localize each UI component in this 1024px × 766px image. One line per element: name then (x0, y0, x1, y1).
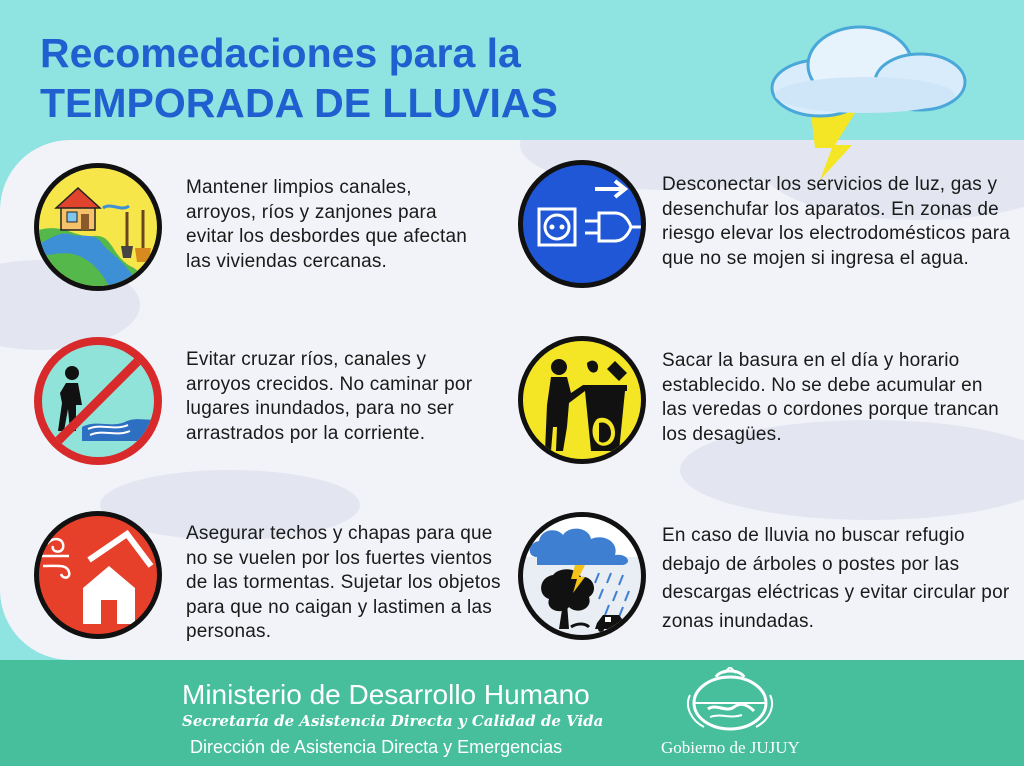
wind-roof-icon (34, 511, 162, 639)
recommendation-4-text: Sacar la basura en el día y horario establecido. No se debe acumular en las veredas o cordones porque trancan los desagües. (662, 350, 999, 445)
house-river-icon (34, 163, 162, 291)
title-line-2: TEMPORADA DE LLUVIAS (40, 80, 558, 126)
recommendation-6-text: En caso de lluvia no buscar refugio debajo de árboles o postes por las descargas eléctricas y evitar circular por zonas inundadas. (662, 525, 1010, 632)
secretaria-name: Secretaría de Asistencia Directa y Calidad de Vida (182, 712, 604, 730)
recommendation-1-text: Mantener limpios canales, arroyos, ríos y zanjones para evitar los desbordes que afectan las viviendas cercanas. (186, 177, 468, 272)
recommendation-5-text: Asegurar techos y chapas para que no se vuelen por los fuertes vientos de las tormentas. Sujetar los objetos para que no caigan y lastimen a las personas. (186, 523, 501, 642)
unplug-electricity-icon (518, 160, 646, 288)
storm-cloud-icon (740, 20, 980, 190)
no-crossing-flood-icon (34, 337, 162, 465)
title-line-1: Recomedaciones para la (40, 30, 521, 76)
government-emblem-icon (686, 667, 774, 735)
direccion-name: Dirección de Asistencia Directa y Emergencias (190, 737, 563, 757)
recommendation-3-text: Evitar cruzar ríos, canales y arroyos crecidos. No caminar por lugares inundados, para no ser arrastrados por la corriente. (186, 349, 473, 444)
ministry-name: Ministerio de Desarrollo Humano (182, 679, 590, 710)
government-name: Gobierno de JUJUY (661, 738, 800, 757)
trash-disposal-icon (518, 336, 646, 464)
storm-tree-lightning-icon (518, 512, 646, 640)
recommendation-2-text: Desconectar los servicios de luz, gas y desenchufar los aparatos. En zonas de riesgo elevar los electrodomésticos para que no se mojen si ingresa el agua. (662, 174, 1011, 269)
page-title (40, 28, 558, 128)
